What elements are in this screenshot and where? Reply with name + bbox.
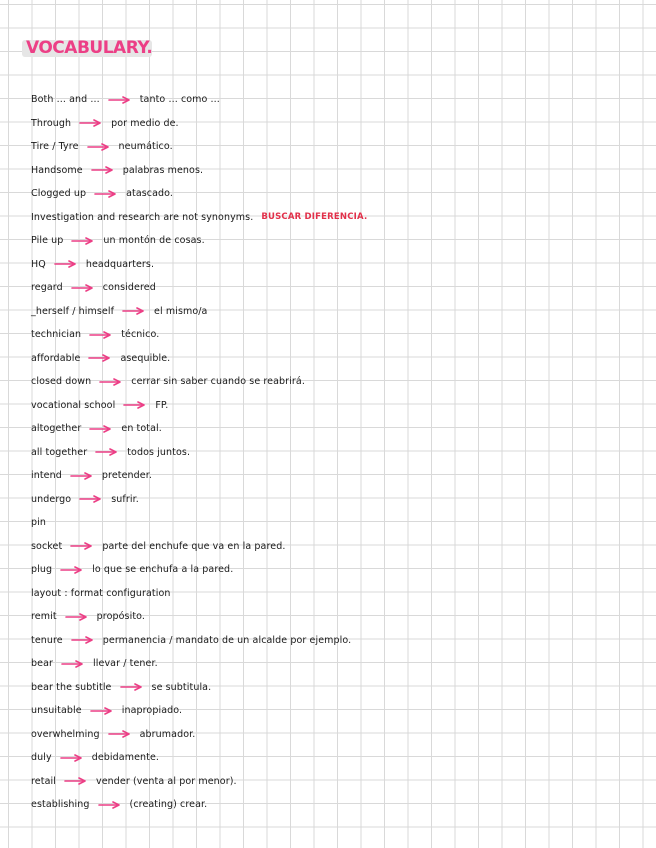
- right-arrow-icon: [123, 401, 147, 409]
- right-arrow-icon: [79, 119, 103, 127]
- vocab-entry: [31, 629, 631, 653]
- vocab-entry: [31, 88, 631, 112]
- vocab-term: plug: [31, 564, 53, 575]
- right-arrow-icon: [94, 190, 118, 198]
- vocab-entry: [31, 206, 631, 230]
- vocab-meaning: asequible.: [120, 352, 171, 364]
- vocab-entry: [31, 723, 631, 747]
- vocab-term: closed down: [31, 376, 92, 387]
- vocab-meaning: lo que se enchufa a la pared.: [92, 564, 234, 575]
- vocab-entry: [31, 558, 631, 582]
- right-arrow-icon: [71, 237, 95, 245]
- vocab-term: bear: [31, 658, 54, 669]
- vocab-term: overwhelming: [31, 728, 100, 740]
- vocab-meaning: un montón de cosas.: [103, 235, 205, 246]
- vocab-entry: [31, 746, 631, 770]
- vocab-entry: [31, 464, 631, 488]
- vocab-entry: [31, 582, 631, 606]
- vocab-term: intend: [31, 470, 62, 481]
- right-arrow-icon: [60, 754, 84, 762]
- vocab-meaning: permanencia / mandato de un alcalde por ejemplo.: [102, 634, 352, 646]
- right-arrow-icon: [70, 542, 94, 550]
- right-arrow-icon: [90, 707, 114, 715]
- page-title: VOCABULARY.: [26, 38, 153, 58]
- vocab-meaning: en total.: [121, 423, 162, 434]
- vocab-term: affordable: [31, 352, 81, 364]
- right-arrow-icon: [61, 660, 85, 668]
- vocab-entry: [31, 417, 631, 441]
- vocab-term: technician: [31, 329, 82, 340]
- vocab-entry: [31, 535, 631, 559]
- right-arrow-icon: [98, 801, 122, 809]
- vocab-meaning: (creating) crear.: [129, 799, 208, 810]
- right-arrow-icon: [99, 378, 123, 386]
- vocab-meaning: llevar / tener.: [93, 658, 158, 669]
- right-arrow-icon: [108, 96, 132, 104]
- vocab-entry: [31, 793, 631, 817]
- right-arrow-icon: [60, 566, 84, 574]
- vocab-entry: [31, 370, 631, 394]
- vocab-term: Handsome: [31, 164, 83, 176]
- vocab-entry: [31, 112, 631, 136]
- vocab-meaning: sufrir.: [111, 493, 139, 505]
- vocab-meaning: atascado.: [126, 188, 174, 199]
- vocab-meaning: cerrar sin saber cuando se reabrirá.: [131, 376, 305, 387]
- vocab-term: Investigation and research are not synonyms.: [31, 211, 254, 223]
- vocab-term: socket: [31, 540, 63, 552]
- vocab-entry: [31, 276, 631, 300]
- vocab-term: HQ: [31, 258, 46, 270]
- vocab-term: bear the subtitle: [31, 681, 112, 693]
- vocab-term: Through: [31, 117, 72, 129]
- vocab-meaning: debidamente.: [91, 752, 160, 763]
- vocab-entry: [31, 182, 631, 206]
- vocab-meaning: vender (venta al por menor).: [95, 775, 237, 787]
- vocab-meaning: inapropiado.: [121, 705, 183, 716]
- vocab-term: vocational school: [31, 399, 116, 411]
- vocab-meaning: FP.: [155, 399, 169, 411]
- right-arrow-icon: [89, 425, 113, 433]
- vocab-entry: [31, 300, 631, 324]
- right-arrow-icon: [54, 260, 78, 268]
- vocab-term: unsuitable: [31, 705, 82, 716]
- vocabulary-list: [31, 88, 631, 817]
- vocab-term: altogether: [31, 423, 82, 434]
- vocab-term: Pile up: [31, 235, 64, 246]
- vocab-entry: [31, 394, 631, 418]
- vocab-entry: [31, 347, 631, 371]
- vocab-meaning: pretender.: [101, 470, 152, 481]
- vocab-term: undergo: [31, 493, 72, 505]
- vocab-meaning: se subtitula.: [151, 681, 212, 693]
- vocab-entry: [31, 652, 631, 676]
- vocab-meaning: todos juntos.: [127, 446, 191, 458]
- right-arrow-icon: [64, 777, 88, 785]
- page-title-wrap: [26, 36, 152, 60]
- vocab-meaning: tanto ... como ...: [139, 94, 220, 105]
- vocab-term: establishing: [31, 799, 90, 810]
- vocab-meaning: headquarters.: [85, 258, 155, 270]
- vocab-term: retail: [31, 775, 56, 787]
- vocab-term: all together: [31, 446, 88, 458]
- vocab-entry: [31, 488, 631, 512]
- right-arrow-icon: [70, 472, 94, 480]
- vocab-term: pin: [31, 517, 46, 528]
- right-arrow-icon: [120, 683, 144, 691]
- vocab-entry: [31, 699, 631, 723]
- right-arrow-icon: [65, 613, 89, 621]
- vocab-term: regard: [31, 282, 63, 293]
- right-arrow-icon: [122, 307, 146, 315]
- vocab-meaning: palabras menos.: [122, 164, 204, 176]
- vocab-meaning: propósito.: [96, 611, 146, 622]
- vocab-term: _herself / himself: [31, 305, 115, 317]
- vocab-term: tenure: [31, 634, 63, 646]
- right-arrow-icon: [71, 284, 95, 292]
- right-arrow-icon: [108, 730, 132, 738]
- vocab-entry: [31, 135, 631, 159]
- vocab-term: Tire / Tyre: [31, 141, 79, 152]
- vocab-term: layout : format configuration: [31, 587, 171, 599]
- right-arrow-icon: [89, 331, 113, 339]
- vocab-entry: [31, 511, 631, 535]
- vocab-term: Both ... and ...: [31, 94, 100, 105]
- vocab-term: Clogged up: [31, 188, 87, 199]
- vocab-meaning: el mismo/a: [154, 305, 208, 317]
- vocab-term: duly: [31, 752, 52, 763]
- vocab-meaning: por medio de.: [111, 117, 179, 129]
- vocab-entry: [31, 323, 631, 347]
- right-arrow-icon: [87, 143, 111, 151]
- right-arrow-icon: [88, 354, 112, 362]
- vocab-term: remit: [31, 611, 57, 622]
- vocab-entry: [31, 605, 631, 629]
- vocab-meaning: parte del enchufe que va en la pared.: [102, 540, 286, 552]
- right-arrow-icon: [71, 636, 95, 644]
- vocab-entry: [31, 253, 631, 277]
- vocab-meaning: abrumador.: [139, 728, 196, 740]
- right-arrow-icon: [95, 448, 119, 456]
- right-arrow-icon: [79, 495, 103, 503]
- vocab-entry: [31, 159, 631, 183]
- vocab-meaning: neumático.: [118, 141, 173, 152]
- vocab-entry: [31, 770, 631, 794]
- vocab-meaning: técnico.: [121, 329, 160, 340]
- vocab-entry: [31, 229, 631, 253]
- vocab-note: BUSCAR DIFERENCIA.: [261, 211, 368, 222]
- right-arrow-icon: [91, 166, 115, 174]
- vocab-meaning: considered: [102, 282, 156, 293]
- vocab-entry: [31, 676, 631, 700]
- vocab-entry: [31, 441, 631, 465]
